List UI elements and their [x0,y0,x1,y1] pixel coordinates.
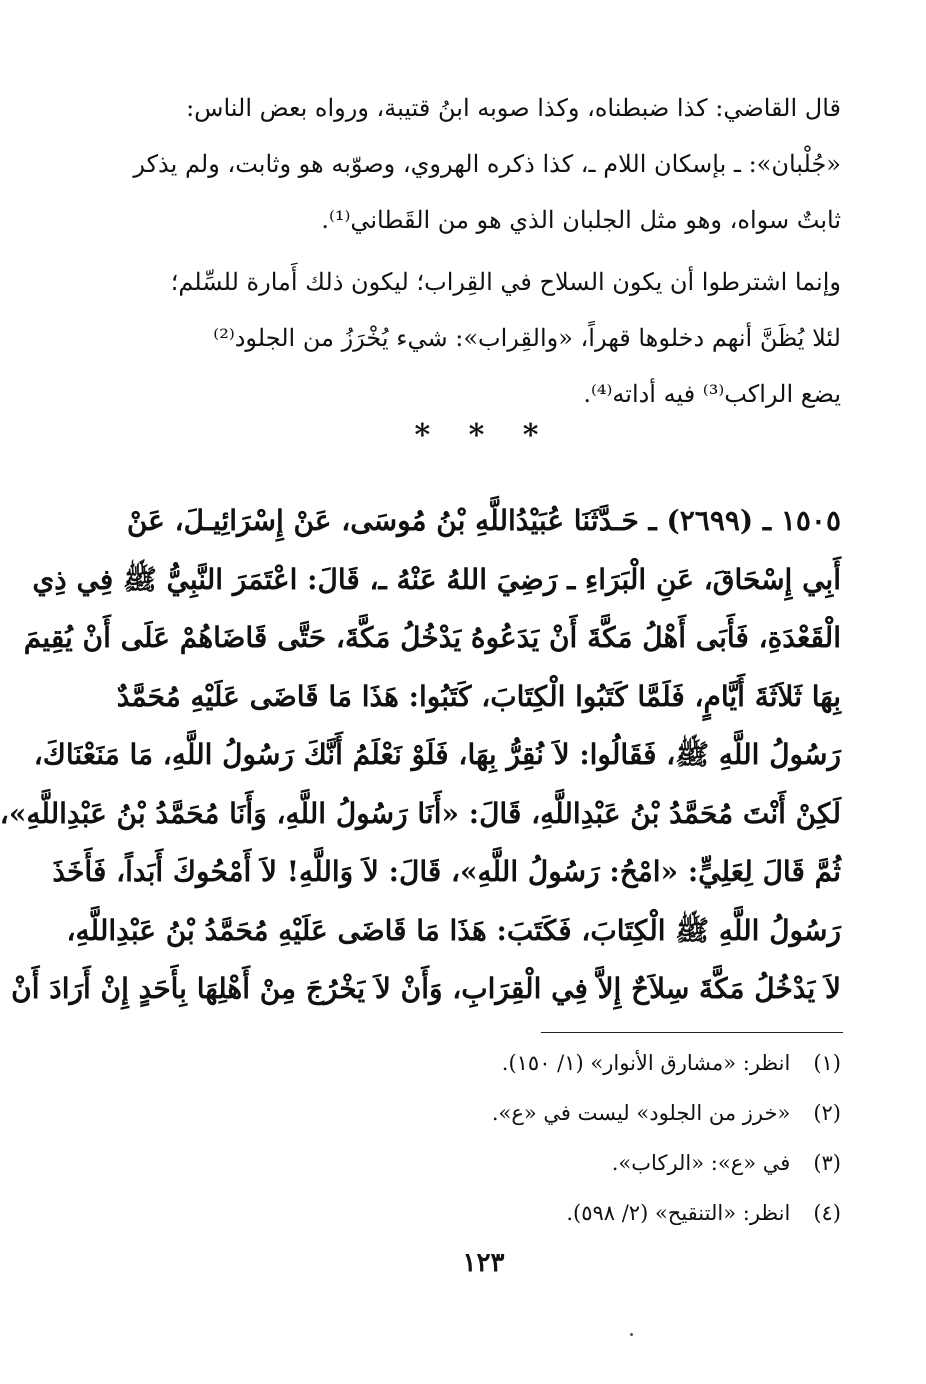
hadith-line: رَسُولُ اللَّهِ ﷺ، فَقَالُوا: لاَ نُقِرُّ بِهَا، فَلَوْ نَعْلَمُ أَنَّكَ رَسُولُ اللَّهِ، مَا مَنَعْنَاكَ، [33,738,841,771]
footnote-text: انظر: «التنقيح» (٢/ ٥٩٨). [566,1201,791,1225]
hadith-line: ١٥٠٥ ـ (٢٦٩٩) ـ حَـدَّثَنَا عُبَيْدُاللَّهِ بْنُ مُوسَى، عَنْ إِسْرَائِيـلَ، عَنْ [126,504,841,537]
commentary-line: يضع الراكب⁽³⁾ فيه أداته⁽⁴⁾. [583,380,841,408]
footnote-item [123,1138,841,1188]
footnote-text: انظر: «مشارق الأنوار» (١/ ١٥٠). [501,1051,791,1075]
footnote-number: (٢) [813,1101,841,1125]
page-number: ١٢٣ [462,1248,505,1278]
footnote-item [123,1088,841,1138]
hadith-line: لاَ يَدْخُلُ مَكَّةَ سِلاَحٌ إِلاَّ فِي الْقِرَابِ، وَأَنْ لاَ يَخْرُجَ مِنْ أَهْلِهَا بِأَحَدٍ إِنْ أَرَادَ أَنْ [11,972,841,1005]
scan-speck [630,1333,633,1336]
section-separator: * * * [414,418,553,453]
hadith-line: بِهَا ثَلاَثَةَ أَيَّامٍ، فَلَمَّا كَتَبُوا الْكِتَابَ، كَتَبُوا: هَذَا مَا قَاضَى عَلَيْهِ مُحَمَّدٌ [116,679,841,713]
hadith-line: ثُمَّ قَالَ لِعَلِيٍّ: «امْحُ: رَسُولُ اللَّهِ»، قَالَ: لاَ وَاللَّهِ! لاَ أَمْحُوكَ أَبَداً، فَأَخَذَ [52,855,841,888]
commentary-line: ثابتٌ سواه، وهو مثل الجلبان الذي هو من القَطاني⁽¹⁾. [321,206,841,234]
commentary-line: قال القاضي: كذا ضبطناه، وكذا صوبه ابنُ قتيبة، ورواه بعض الناس: [186,94,841,122]
footnote-item [123,1038,841,1088]
footnote-number: (٣) [813,1151,841,1175]
commentary-line: وإنما اشترطوا أن يكون السلاح في القِراب؛ ليكون ذلك أَمارة للسِّلم؛ [170,268,841,296]
footnote-text: في «ع»: «الركاب». [611,1151,791,1175]
hadith-line: رَسُولُ اللَّهِ ﷺ الْكِتَابَ، فَكَتَبَ: هَذَا مَا قَاضَى عَلَيْهِ مُحَمَّدُ بْنُ عَبْدِاللَّهِ، [66,913,841,947]
commentary-line: «جُلْبان»: ـ بإسكان اللام ـ، كذا ذكره الهروي، وصوّبه هو وثابت، ولم يذكر [133,150,841,178]
commentary-paragraph-1 [123,80,841,248]
hadith-line: لَكِنْ أَنْتَ مُحَمَّدُ بْنُ عَبْدِاللَّهِ، قَالَ: «أَنَا رَسُولُ اللَّهِ، وَأَنَا مُحَمَّدُ بْنُ عَبْدِاللَّهِ»، [0,796,841,830]
footnote-item [123,1188,841,1238]
commentary-paragraph-2 [123,254,841,422]
footnote-number: (١) [813,1051,841,1075]
footnote-divider [541,1032,843,1033]
footnote-number: (٤) [813,1201,841,1225]
hadith-text [0,492,841,1019]
commentary-line: لئلا يُظَنَّ أنهم دخلوها قهراً، «والقِراب»: شيء يُخْرَزُ من الجلود⁽²⁾ [213,324,841,352]
hadith-line: الْقَعْدَةِ، فَأَبَى أَهْلُ مَكَّةَ أَنْ يَدَعُوهُ يَدْخُلُ مَكَّةَ، حَتَّى قَاضَاهُمْ عَلَى أَنْ يُقِيمَ [23,621,841,654]
hadith-line: أَبِي إِسْحَاقَ، عَنِ الْبَرَاءِ ـ رَضِيَ اللهُ عَنْهُ ـ، قَالَ: اعْتَمَرَ النَّبِيُّ ﷺ فِي ذِي [32,562,841,596]
footnote-text: «خرز من الجلود» ليست في «ع». [491,1101,791,1125]
footnotes-list [123,1038,841,1238]
